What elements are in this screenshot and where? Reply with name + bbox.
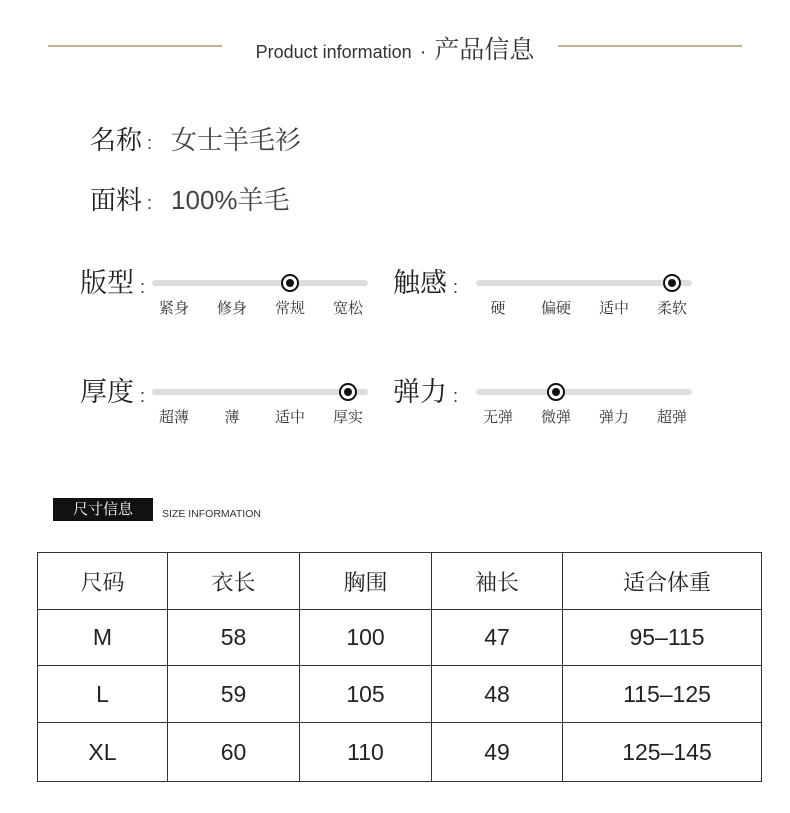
table-header-cell: 胸围 <box>300 553 432 610</box>
colon: : <box>147 133 153 153</box>
table-cell: 59 <box>168 666 300 723</box>
slider-option: 紧身 <box>158 300 189 317</box>
slider-track <box>476 280 692 286</box>
slider-option: 柔软 <box>656 300 687 317</box>
table-header-cell: 袖长 <box>432 553 563 610</box>
slider-track <box>476 389 692 395</box>
slider-option: 弹力 <box>598 409 629 426</box>
table-row <box>38 610 762 666</box>
attribute-value: 100%羊毛 <box>171 185 290 215</box>
slider-option: 常规 <box>274 300 305 317</box>
slider-knob <box>281 274 299 292</box>
attribute-fabric-row <box>90 183 290 220</box>
table-cell: 125–145 <box>563 723 762 782</box>
slider-label: 触感 <box>393 268 447 298</box>
attribute-label: 名称 <box>90 125 143 155</box>
slider-option: 偏硬 <box>540 300 571 317</box>
table-header-cell: 适合体重 <box>563 553 762 610</box>
slider-knob-center <box>668 279 676 287</box>
slider-option: 无弹 <box>482 409 513 426</box>
slider-option: 硬 <box>490 300 506 317</box>
slider-fit <box>80 265 390 335</box>
slider-option: 超弹 <box>656 409 687 426</box>
slider-option: 修身 <box>216 300 247 317</box>
table-cell: 58 <box>168 610 300 666</box>
slider-touch <box>393 265 703 335</box>
slider-option: 适中 <box>274 409 305 426</box>
slider-label: 厚度 <box>80 377 134 407</box>
table-cell: 115–125 <box>563 666 762 723</box>
table-cell: XL <box>38 723 168 782</box>
attribute-name-row <box>90 123 301 160</box>
slider-option: 宽松 <box>332 300 363 317</box>
table-cell: M <box>38 610 168 666</box>
table-header-cell: 衣长 <box>168 553 300 610</box>
table-cell: 49 <box>432 723 563 782</box>
slider-elasticity <box>393 374 703 444</box>
size-table <box>37 552 762 782</box>
slider-knob <box>547 383 565 401</box>
slider-track <box>152 389 368 395</box>
colon: : <box>140 386 146 406</box>
slider-option: 薄 <box>224 409 240 426</box>
header-divider-left <box>48 45 222 47</box>
slider-options <box>469 408 701 428</box>
table-cell: 95–115 <box>563 610 762 666</box>
slider-knob <box>663 274 681 292</box>
section-title-zh: 产品信息 <box>434 36 535 64</box>
slider-option: 微弹 <box>540 409 571 426</box>
slider-option: 超薄 <box>158 409 189 426</box>
slider-knob-center <box>552 388 560 396</box>
table-cell: 47 <box>432 610 563 666</box>
section-title <box>256 32 535 72</box>
table-header-row <box>38 553 762 610</box>
section-title-en: Product information <box>255 42 412 62</box>
slider-label: 版型 <box>80 268 134 298</box>
slider-knob <box>339 383 357 401</box>
slider-thickness <box>80 374 390 444</box>
table-header-cell: 尺码 <box>38 553 168 610</box>
size-info-subtitle: SIZE INFORMATION <box>162 508 261 520</box>
colon: : <box>147 193 153 213</box>
slider-knob-center <box>344 388 352 396</box>
table-cell: 110 <box>300 723 432 782</box>
section-title-separator: · <box>419 41 427 63</box>
colon: : <box>453 277 459 297</box>
attribute-value: 女士羊毛衫 <box>171 125 302 155</box>
table-row <box>38 666 762 723</box>
size-info-badge: 尺寸信息 <box>53 498 153 521</box>
slider-options <box>145 408 377 428</box>
attribute-label: 面料 <box>90 185 143 215</box>
colon: : <box>140 277 146 297</box>
slider-knob-center <box>286 279 294 287</box>
table-row <box>38 723 762 782</box>
table-cell: 48 <box>432 666 563 723</box>
slider-option: 厚实 <box>332 409 363 426</box>
header-divider-right <box>558 45 742 47</box>
slider-label: 弹力 <box>393 377 447 407</box>
slider-options <box>469 299 701 319</box>
table-cell: 105 <box>300 666 432 723</box>
table-cell: 60 <box>168 723 300 782</box>
table-cell: 100 <box>300 610 432 666</box>
table-cell: L <box>38 666 168 723</box>
slider-track <box>152 280 368 286</box>
colon: : <box>453 386 459 406</box>
slider-option: 适中 <box>598 300 629 317</box>
slider-options <box>145 299 377 319</box>
